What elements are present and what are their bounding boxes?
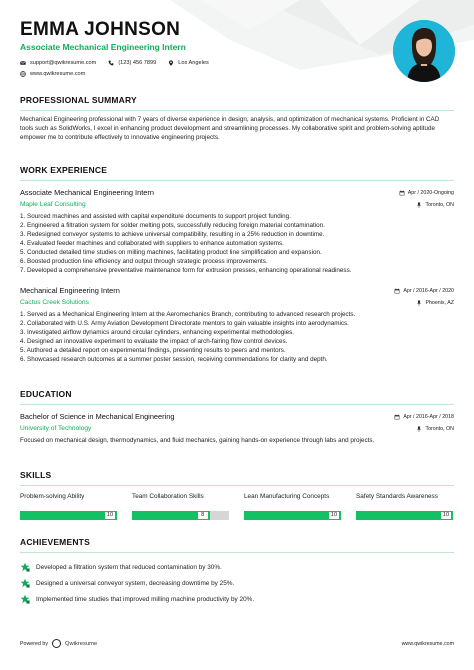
location-text: Los Angeles [178,60,209,66]
summary-section [20,95,454,142]
education-section [20,389,454,445]
candidate-name: EMMA JOHNSON [20,19,181,40]
pushpin-icon [416,202,422,208]
list-item: 4. Evaluated feeder machines and collaborated with suppliers to enhance automation systems. [20,240,284,247]
list-item: 1. Served as a Mechanical Engineering Intern at the Aeromechanics Branch, contributing to advanced research projects. [20,311,356,318]
pushpin-icon [416,300,422,306]
contact-location [168,60,208,66]
section-divider [20,485,454,486]
profile-photo [393,20,455,82]
calendar-icon [399,190,405,196]
contact-website[interactable] [20,71,380,77]
skill-item [244,493,341,520]
degree-title: Bachelor of Science in Mechanical Engineering [20,412,175,421]
achievements-heading: ACHIEVEMENTS [20,537,90,547]
skill-level-fill [356,511,453,520]
education-date [394,414,454,420]
job-location [416,202,454,208]
brand-name[interactable]: Qwikresume [64,640,98,647]
skill-level-bar [132,511,229,520]
job-entry [20,286,454,364]
summary-text: Mechanical Engineering professional with 7 years of diverse experience in design, analysis, and optimization of mechanical systems. Proficient in CAD tools such as SolidWorks, I excel in enhancing product development and streamlining processes. My collaborative spirit and problem-solving aptitude empower me to contribute effectively to innovative engineering projects. [20,116,440,141]
achievements-section [20,537,454,607]
education-location [416,426,454,432]
list-item: 5. Conducted detailed time studies on milling machines, facilitating product line simplification and expansion. [20,249,322,256]
education-text: Focused on mechanical design, thermodynamics, and fluid mechanics, gaining hands-on experience through labs and projects. [20,437,375,444]
pushpin-icon [416,426,422,432]
page-footer [20,639,454,648]
list-item: 1. Sourced machines and assisted with capital expenditure documents to support project funding. [20,213,291,220]
contact-phone[interactable] [108,60,156,66]
list-item [20,575,454,591]
experience-heading: WORK EXPERIENCE [20,165,108,175]
job-date-text: Apr / 2020-Ongoing [407,189,454,196]
job-location [416,300,454,306]
job-bullets [20,310,454,364]
achievement-text: Designed a universal conveyor system, decreasing downtime by 25%. [36,579,235,587]
skill-level-value: 10 [330,512,338,518]
skill-level-bar [244,511,341,520]
list-item [20,559,454,575]
skill-item [132,493,229,520]
skill-level-fill [244,511,341,520]
skill-item [20,493,117,520]
skills-list [20,493,454,520]
skill-name: Problem-solving Ability [20,493,85,500]
contact-email[interactable] [20,60,96,66]
job-title: Mechanical Engineering Intern [20,286,120,295]
education-date-text: Apr / 2016-Apr / 2018 [403,413,454,420]
job-date [394,288,454,294]
phone-icon [108,60,114,66]
list-item: 4. Designed an innovative experiment to evaluate the impact of arch-fairing flow control devices. [20,338,288,345]
job-location-text: Phoenix, AZ [425,299,454,306]
education-entry [20,412,454,445]
resume-header [20,20,380,77]
skill-level-bar [20,511,117,520]
contact-row [20,60,380,66]
qwikresume-logo-icon [52,639,61,648]
achievements-list [20,559,454,607]
skills-heading: SKILLS [20,470,52,480]
summary-heading: PROFESSIONAL SUMMARY [20,95,137,105]
job-date-text: Apr / 2016-Apr / 2020 [403,287,454,294]
company-name: Cactus Creek Solutions [20,299,89,306]
list-item: 3. Investigated airflow dynamics around circular cylinders, enhancing experimental methodologies. [20,329,295,336]
job-bullets [20,212,454,275]
star-badge-icon [20,562,30,572]
list-item: 2. Engineered a filtration system for solder melting pots, successfully reducing foreign material contamination. [20,222,325,229]
job-date [399,190,454,196]
section-divider [20,404,454,405]
candidate-title: Associate Mechanical Engineering Intern [20,42,186,52]
list-item: 6. Showcased research outcomes at a summer poster session, receiving commendations for clarity and depth. [20,356,328,363]
star-badge-icon [20,594,30,604]
calendar-icon [394,414,400,420]
skills-section [20,470,454,520]
achievement-text: Implemented time studies that improved milling machine productivity by 20%. [36,595,255,603]
education-heading: EDUCATION [20,389,72,399]
email-text: support@qwikresume.com [30,60,97,66]
job-title: Associate Mechanical Engineering Intern [20,188,154,197]
globe-icon [20,71,26,77]
achievement-text: Developed a filtration system that reduced contamination by 30%. [36,563,222,571]
star-badge-icon [20,578,30,588]
list-item: 6. Boosted production line efficiency and output through strategic process improvements. [20,258,268,265]
phone-text: (123) 456 7899 [118,60,157,66]
skill-level-value: 10 [106,512,114,518]
education-location-text: Toronto, ON [425,425,454,432]
section-divider [20,180,454,181]
list-item: 3. Redesigned conveyor systems to achieve universal compatibility, resulting in a 25% reduction in downtime. [20,231,325,238]
website-text: www.qwikresume.com [30,71,86,77]
list-item: 7. Developed a comprehensive preventative maintenance form for extrusion presses, enhancing operational readiness. [20,267,352,274]
skill-name: Safety Standards Awareness [356,493,438,500]
skill-level-fill [20,511,117,520]
list-item: 5. Authored a detailed report on experimental findings, presenting results to peers and mentors. [20,347,286,354]
skill-level-value: 10 [442,512,450,518]
list-item [20,591,454,607]
email-icon [20,60,26,66]
footer-website[interactable]: www.qwikresume.com [401,640,454,647]
skill-item [356,493,453,520]
skill-level-value: 8 [198,512,208,519]
skill-level-bar [356,511,453,520]
experience-section [20,165,454,364]
job-location-text: Toronto, ON [425,201,454,208]
list-item: 2. Collaborated with U.S. Army Aviation Development Directorate mentors to gain valuable insights into aerodynamics. [20,320,349,327]
company-name: Maple Leaf Consulting [20,201,86,208]
section-divider [20,110,454,111]
school-name: University of Technology [20,425,92,432]
skill-name: Team Collaboration Skills [132,493,204,500]
skill-name: Lean Manufacturing Concepts [244,493,330,500]
powered-by-label: Powered by [20,640,48,647]
calendar-icon [394,288,400,294]
location-pin-icon [168,60,174,66]
section-divider [20,552,454,553]
job-entry [20,188,454,275]
powered-by [20,639,97,648]
